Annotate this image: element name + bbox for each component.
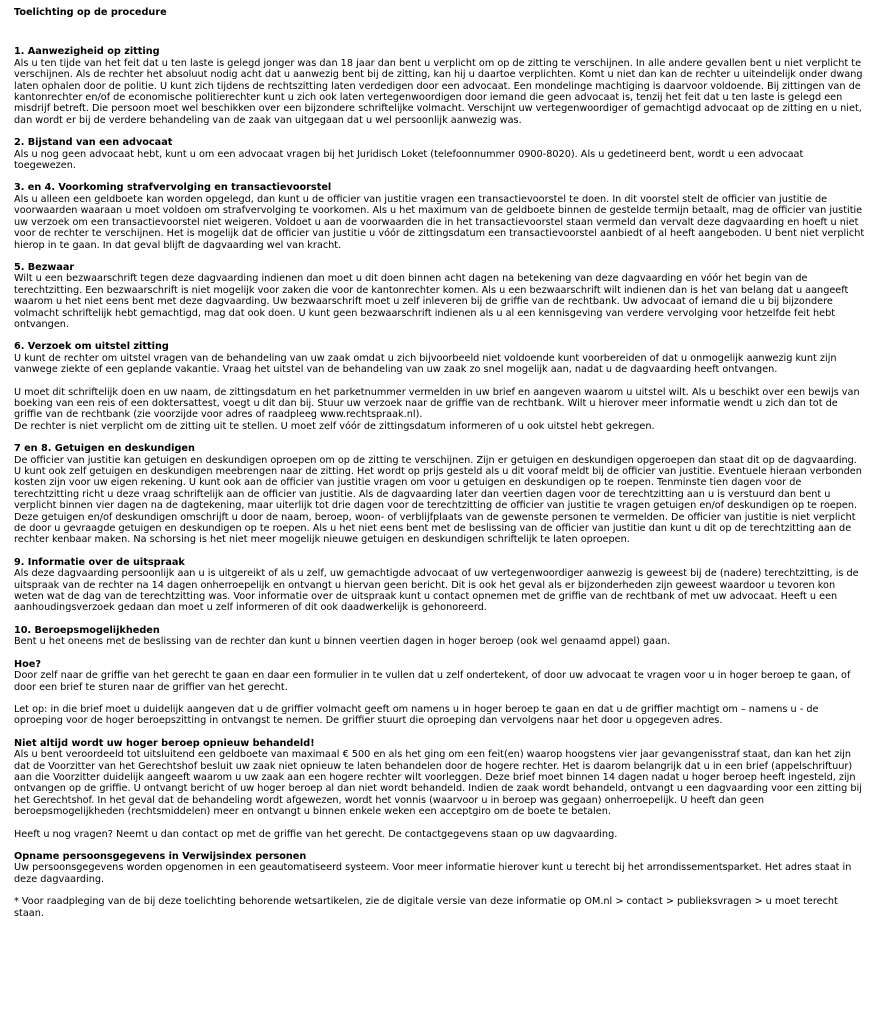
section-paragraph: Bent u het oneens met de beslissing van de rechter dan kunt u binnen veertien dagen in hoger beroep (ook wel genaamd appel) gaan. <box>14 636 671 648</box>
section-paragraph: U kunt de rechter om uitstel vragen van de behandeling van uw zaak omdat u zich bijvoorbeeld niet voldoende kunt voorbereiden of dat u onmogelijk aanwezig kunt zijn vanwege ziekte of een geplande vakantie. Vraag het uitstel van de behandeling van uw zaak zo snel mogelijk aan, nadat u de dagvaarding heeft ontvangen. <box>14 352 837 376</box>
section-informatie-uitspraak <box>14 557 866 614</box>
section-hoger-beroep <box>14 738 866 840</box>
section-paragraph: Als u ten tijde van het feit dat u ten laste is gelegd jonger was dan 18 jaar dan bent u verplicht om op de zitting te verschijnen. In alle andere gevallen bent u niet verplicht te verschijnen. Als de rechter het absoluut nodig acht dat u aanwezig bent bij de zitting, kan hij u daartoe verplichten. Komt u niet dan kan de rechter u uiteindelijk onder dwang laten ophalen door de politie. U kunt zich tijdens de rechtszitting laten verdedigen door een advocaat. Een mondelinge machtiging is daarvoor voldoende. Bij zittingen van de kantonrechter en/of de economische politierechter kunt u zich ook laten vertegenwoordigen door iemand die geen advocaat is, tenzij het feit dat u ten laste is gelegd een misdrijf betreft. Die persoon moet wel beschikken over een bijzondere schriftelijke volmacht. Verschijnt uw vertegenwoordiger of gemachtigd advocaat op de zitting en u niet, dan wordt er bij de verdere behandeling van de zaak van uitgegaan dat u wel persoonlijk aanwezig was. <box>14 57 863 126</box>
section-heading: 9. Informatie over de uitspraak <box>14 556 185 568</box>
section-paragraph: Als u bent veroordeeld tot uitsluitend een geldboete van maximaal € 500 en als het ging om een feit(en) waarop hoogstens vier jaar gevangenisstraf staat, dan kan het zijn dat de Voorzitter van het Gerechtshof besluit uw zaak niet opnieuw te laten behandelen door de hogere rechter. Het is daarom belangrijk dat u in een brief (appelschriftuur) aan die Voorzitter duidelijk aangeeft waarom u uw zaak aan een hogere rechter wilt voorleggen. Deze brief moet binnen 14 dagen nadat u hoger beroep heeft ingesteld, zijn ontvangen op de griffie. U ontvangt bericht of uw hoger beroep al dan niet wordt behandeld. Indien de zaak wordt behandeld, ontvangt u een dagvaarding voor een zitting bij het Gerechtshof. In het geval dat de behandeling wordt afgewezen, wordt het vonnis (waarvoor u in beroep was gegaan) onherroepelijk. U heeft dan geen beroepsmogelijkheden (rechtsmiddelen) meer en ontvangt u binnen enkele weken een acceptgiro om de boete te betalen. <box>14 749 862 818</box>
section-paragraph: U moet dit schriftelijk doen en uw naam, de zittingsdatum en het parketnummer vermelden in uw brief en aangeven waarom u uitstel wilt. Als u beschikt over een bewijs van boeking van een reis of een doktersattest, voegt u dit dan bij. Stuur uw verzoek naar de griffie van de rechtbank. Wilt u hierover meer informatie wendt u zich dan tot de griffie van de rechtbank (zie voorzijde voor adres of raadpleeg www.rechtspraak.nl). <box>14 386 860 421</box>
footnote <box>14 896 866 919</box>
section-paragraph: Heeft u nog vragen? Neemt u dan contact op met de griffie van het gerecht. De contactgegevens staan op uw dagvaarding. <box>14 828 618 840</box>
section-heading: 10. Beroepsmogelijkheden <box>14 624 160 636</box>
section-paragraph: De officier van justitie kan getuigen en deskundigen oproepen om op de zitting te verschijnen. Zijn er getuigen en deskundigen opgeroepen dan staat dit op de dagvaarding. U kunt ook zelf getuigen en deskundigen meebrengen naar de zitting. Het wordt op prijs gesteld als u dit vooraf meldt bij de officier van justitie. Eventuele hieraan verbonden kosten zijn voor uw eigen rekening. U kunt ook aan de officier van justitie vragen om voor u getuigen en deskundigen op te roepen. Tenminste tien dagen voor de terechtzitting richt u deze vraag schriftelijk aan de officier van justitie. Als de dagvaarding later dan veertien dagen voor de terechtzitting aan u is verstuurd dan bent u verplicht binnen vier dagen na de dagtekening, maar uiterlijk tot drie dagen voor de terechtzitting de officier van justitie te vragen getuigen en/of deskundigen op te roepen. Deze getuigen en/of deskundigen omschrijft u door de naam, beroep, woon- of verblijfplaats van de gewenste personen te vermelden. De officier van justitie is niet verplicht de door u gevraagde getuigen en deskundigen op te roepen. Als u het niet eens bent met de beslissing van de officier van justitie dan kunt u dit op de terechtzitting aan de rechter kenbaar maken. Na schorsing is het niet meer mogelijk nieuwe getuigen en deskundigen schriftelijk te laten oproepen. <box>14 454 862 546</box>
section-getuigen-deskundigen <box>14 443 866 546</box>
section-heading: 5. Bezwaar <box>14 261 75 273</box>
section-heading: 6. Verzoek om uitstel zitting <box>14 341 169 353</box>
section-aanwezigheid <box>14 46 866 126</box>
section-paragraph: Als deze dagvaarding persoonlijk aan u is uitgereikt of als u zelf, uw gemachtigde advocaat of uw vertegenwoordiger aanwezig is geweest bij de (nadere) terechtzitting, is de uitspraak van de rechter na 14 dagen onherroepelijk en ontvangt u hiervan geen bericht. Dit is ook het geval als er bijzonderheden zijn geweest waardoor u tevoren kon weten wat de dag van de terechtzitting was. Voor informatie over de uitspraak kunt u contact opnemen met de griffie van de rechtbank of met uw advocaat. Heeft u een aanhoudingsverzoek gedaan dan moet u zelf informeren of dit ook daadwerkelijk is gehonoreerd. <box>14 568 859 614</box>
section-paragraph: Als u nog geen advocaat hebt, kunt u om een advocaat vragen bij het Juridisch Loket (telefoonnummer 0900-8020). Als u gedetineerd bent, wordt u een advocaat toegewezen. <box>14 148 804 172</box>
section-transactievoorstel <box>14 182 866 250</box>
footnote-text: * Voor raadpleging van de bij deze toelichting behorende wetsartikelen, zie de digitale versie van deze informatie op OM.nl > contact > publieksvragen > u moet terecht staan. <box>14 896 838 919</box>
section-heading: 1. Aanwezigheid op zitting <box>14 46 160 58</box>
section-paragraph: Wilt u een bezwaarschrift tegen deze dagvaarding indienen dan moet u dit doen binnen acht dagen na betekening van deze dagvaarding en vóór het begin van de terechtzitting. Een bezwaarschrift is niet mogelijk voor zaken die voor de kantonrechter komen. Als u een bezwaarschrift wilt indienen dan is het van belang dat u aangeeft waarom u het niet eens bent met deze dagvaarding. Uw bezwaarschrift moet u zelf inleveren bij de griffie van de rechtbank. Uw advocaat of iemand die u bij bijzondere volmacht schriftelijk hebt gemachtigd, mag dat ook doen. U kunt geen bezwaarschrift indienen als u al een kennisgeving van verdere vervolging voor hetzelfde feit hebt ontvangen. <box>14 273 849 330</box>
section-verwijsindex <box>14 851 866 885</box>
section-paragraph: Als u alleen een geldboete kan worden opgelegd, dan kunt u de officier van justitie vragen een transactievoorstel te doen. In dit voorstel stelt de officier van justitie de voorwaarden waaraan u moet voldoen om strafvervolging te voorkomen. Als u het maximum van de geldboete binnen de gestelde termijn betaalt, mag de officier van justitie uw verzoek om een transactievoorstel niet weigeren. Voldoet u aan de voorwaarden die in het transactievoorstel staan vermeld dan vervalt deze dagvaarding en hoeft u niet voor de rechter te verschijnen. Het is mogelijk dat de officier van justitie u vóór de zittingsdatum een transactievoorstel aanbiedt of al heeft aangeboden. U bent niet verplicht hierop in te gaan. In dat geval blijft de dagvaarding wel van kracht. <box>14 193 865 251</box>
section-uitstel-zitting <box>14 341 866 432</box>
section-heading: Opname persoonsgegevens in Verwijsindex personen <box>14 850 307 862</box>
section-paragraph: Uw persoonsgegevens worden opgenomen in een geautomatiseerd systeem. Voor meer informatie hierover kunt u terecht bij het arrondissementsparket. Het adres staat in deze dagvaarding. <box>14 862 852 885</box>
section-bijstand-advocaat <box>14 137 866 171</box>
page-title: Toelichting op de procedure <box>14 7 167 18</box>
section-heading: 7 en 8. Getuigen en deskundigen <box>14 443 195 455</box>
section-heading: Niet altijd wordt uw hoger beroep opnieuw behandeld! <box>14 737 315 749</box>
section-paragraph: Let op: in die brief moet u duidelijk aangeven dat u de griffier volmacht geeft om namens u in hoger beroep te gaan en dat u de griffier machtigt om – namens u - de oproeping voor de hoger beroepszitting in ontvangst te nemen. De griffier stuurt die oproeping dan vervolgens naar het door u opgegeven adres. <box>14 703 819 727</box>
section-hoe <box>14 659 866 727</box>
section-heading: 3. en 4. Voorkoming strafvervolging en transactievoorstel <box>14 182 332 194</box>
section-bezwaar <box>14 262 866 330</box>
section-heading: 2. Bijstand van een advocaat <box>14 137 173 149</box>
section-beroepsmogelijkheden <box>14 625 866 648</box>
section-paragraph: Door zelf naar de griffie van het gerecht te gaan en daar een formulier in te vullen dat u zelf ondertekent, of door uw advocaat te vragen voor u in hoger beroep te gaan, of door een brief te sturen naar de griffier van het gerecht. <box>14 670 851 693</box>
section-paragraph: De rechter is niet verplicht om de zitting uit te stellen. U moet zelf vóór de zittingsdatum informeren of u ook uitstel hebt gekregen. <box>14 420 655 432</box>
section-heading: Hoe? <box>14 658 41 670</box>
